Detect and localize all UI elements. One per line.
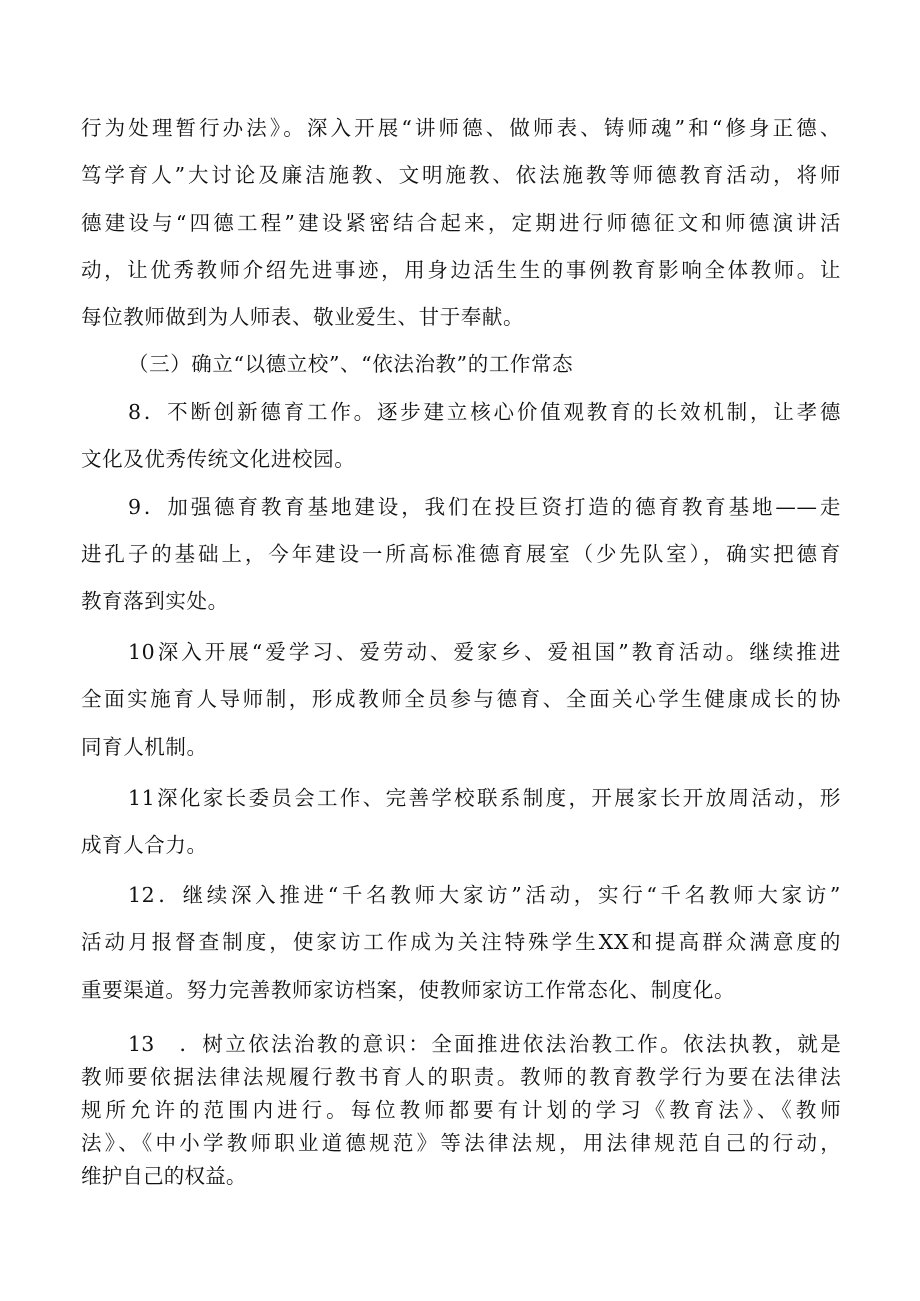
paragraph-line: 11深化家长委员会工作、完善学校联系制度，开展家长开放周活动，形 bbox=[128, 786, 841, 810]
paragraph-line: 全面实施育人导师制，形成教师全员参与德育、全面关心学生健康成长的协 bbox=[81, 687, 841, 711]
paragraph-line: 同育人机制。 bbox=[81, 735, 208, 759]
paragraph-line: 活动月报督查制度，使家访工作成为关注特殊学生XX和提高群众满意度的 bbox=[81, 930, 841, 954]
paragraph-line: 成育人合力。 bbox=[81, 833, 208, 857]
paragraph-line: 德建设与“四德工程”建设紧密结合起来，定期进行师德征文和师德演讲活 bbox=[81, 211, 841, 235]
paragraph-line: 每位教师做到为人师表、敬业爱生、甘于奉献。 bbox=[81, 305, 525, 329]
paragraph-line: 动，让优秀教师介绍先进事迹，用身边活生生的事例教育影响全体教师。让 bbox=[81, 258, 841, 282]
paragraph-line: 教育落到实处。 bbox=[81, 589, 229, 613]
section-heading: （三）确立“以德立校”、“依法治教”的工作常态 bbox=[128, 352, 574, 376]
paragraph-line: 文化及优秀传统文化进校园。 bbox=[81, 447, 356, 471]
paragraph-line: 维护自己的权益。 bbox=[81, 1164, 247, 1188]
paragraph-line: 10深入开展“爱学习、爱劳动、爱家乡、爱祖国”教育活动。继续推进 bbox=[128, 640, 841, 664]
paragraph-line: 笃学育人”大讨论及廉洁施教、文明施教、依法施教等师德教育活动，将师 bbox=[81, 163, 841, 187]
paragraph-line: 教师要依据法律法规履行教书育人的职责。教师的教育教学行为要在法律法 bbox=[81, 1065, 841, 1089]
paragraph-line: 12．继续深入推进“千名教师大家访”活动，实行“千名教师大家访” bbox=[128, 883, 841, 907]
paragraph-line: 规所允许的范围内进行。每位教师都要有计划的学习《教育法》、《教师 bbox=[81, 1098, 841, 1122]
paragraph-line: 法》、《中小学教师职业道德规范》等法律法规，用法律规范自己的行动， bbox=[81, 1131, 841, 1155]
paragraph-line: 进孔子的基础上，今年建设一所高标准德育展室（少先队室），确实把德育 bbox=[81, 542, 841, 566]
paragraph-line: 8．不断创新德育工作。逐步建立核心价值观教育的长效机制，让孝德 bbox=[128, 400, 841, 424]
paragraph-line: 13 ．树立依法治教的意识：全面推进依法治教工作。依法执教，就是 bbox=[128, 1032, 841, 1056]
paragraph-line: 重要渠道。努力完善教师家访档案，使教师家访工作常态化、制度化。 bbox=[81, 978, 736, 1002]
paragraph-line: 9．加强德育教育基地建设，我们在投巨资打造的德育教育基地——走 bbox=[128, 495, 841, 519]
paragraph-line: 行为处理暂行办法》。深入开展“讲师德、做师表、铸师魂”和“修身正德、 bbox=[81, 116, 841, 140]
